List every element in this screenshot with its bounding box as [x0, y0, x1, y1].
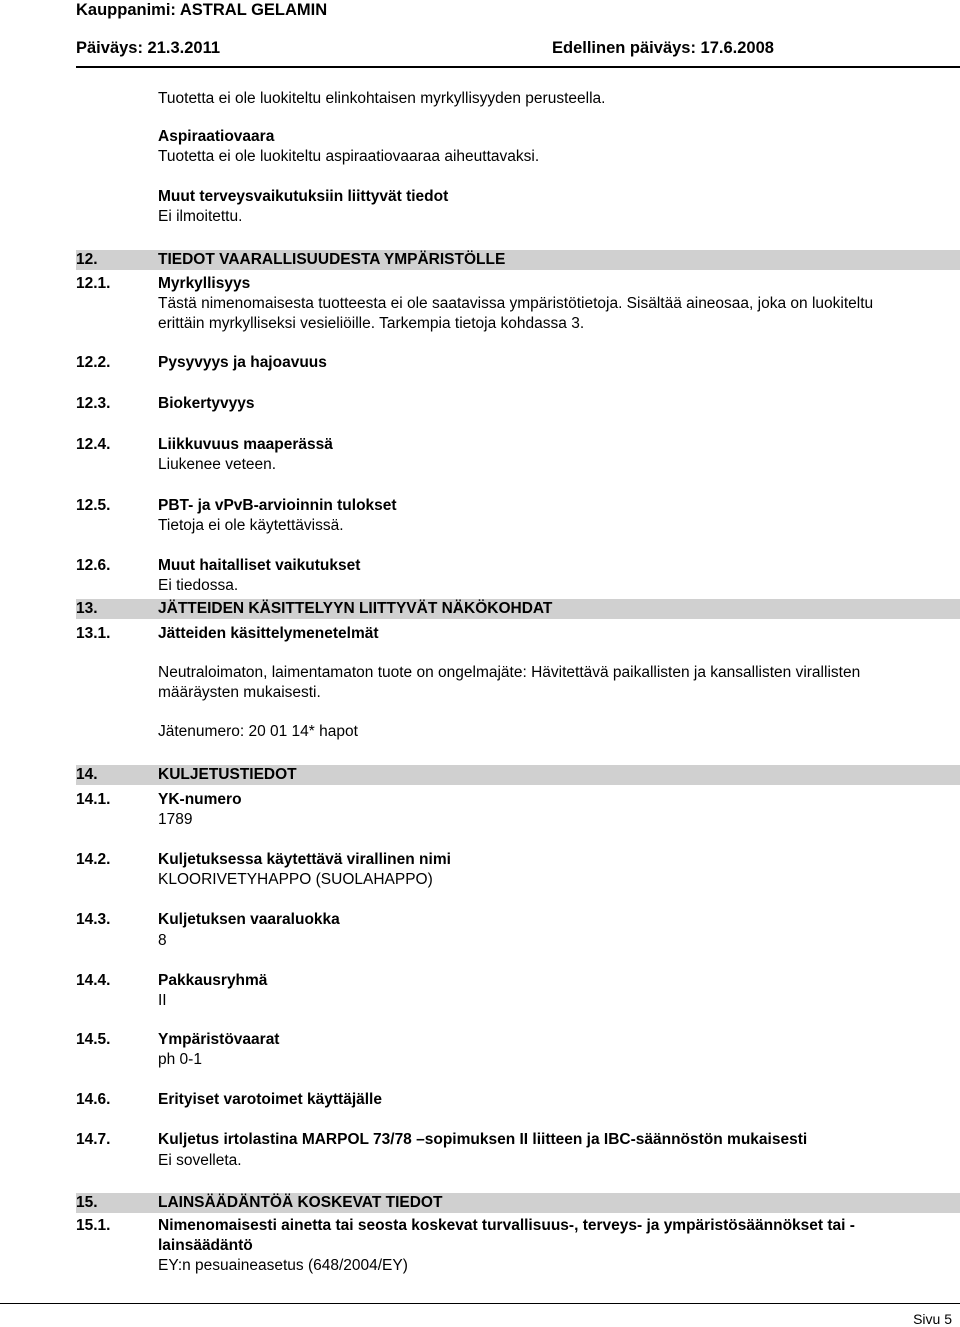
subsection-12-5-title: PBT- ja vPvB-arvioinnin tulokset: [158, 497, 397, 514]
subsection-12-3-number: 12.3.: [76, 395, 111, 412]
regulation-value: EY:n pesuaineasetus (648/2004/EY): [158, 1257, 408, 1274]
subsection-12-4-number: 12.4.: [76, 436, 111, 453]
subsection-12-5-number: 12.5.: [76, 497, 111, 514]
subsection-14-1-title: YK-numero: [158, 791, 242, 808]
subsection-14-2-number: 14.2.: [76, 851, 111, 868]
bulk-transport-value: Ei sovelleta.: [158, 1152, 242, 1169]
section-15-number: 15.: [76, 1194, 98, 1211]
subsection-14-2-title: Kuljetuksessa käytettävä virallinen nimi: [158, 851, 451, 868]
aspiration-text: Tuotetta ei ole luokiteltu aspiraatiovaaraa aiheuttavaksi.: [158, 148, 540, 165]
shipping-name-value: KLOORIVETYHAPPO (SUOLAHAPPO): [158, 871, 433, 888]
subsection-14-5-title: Ympäristövaarat: [158, 1031, 280, 1048]
previous-date: Edellinen päiväys: 17.6.2008: [552, 39, 774, 57]
subsection-13-1-number: 13.1.: [76, 625, 111, 642]
subsection-12-1-number: 12.1.: [76, 275, 111, 292]
subsection-12-1-text-2: erittäin myrkylliseksi vesieliöille. Tarkempia tietoja kohdassa 3.: [158, 315, 585, 332]
section-12-title: TIEDOT VAARALLISUUDESTA YMPÄRISTÖLLE: [158, 251, 506, 268]
subsection-12-5-text: Tietoja ei ole käytettävissä.: [158, 517, 344, 534]
section-12-number: 12.: [76, 251, 98, 268]
subsection-14-3-number: 14.3.: [76, 911, 111, 928]
packing-group-value: II: [158, 992, 167, 1009]
date: Päiväys: 21.3.2011: [76, 39, 221, 57]
section-13-number: 13.: [76, 600, 98, 617]
subsection-14-6-number: 14.6.: [76, 1091, 111, 1108]
toxicity-statement: Tuotetta ei ole luokiteltu elinkohtaisen myrkyllisyyden perusteella.: [158, 90, 606, 107]
aspiration-title: Aspiraatiovaara: [158, 128, 275, 145]
subsection-13-1-title: Jätteiden käsittelymenetelmät: [158, 625, 379, 642]
disposal-text-1: Neutraloimaton, laimentamaton tuote on ongelmajäte: Hävitettävä paikallisten ja kansallisten virallisten: [158, 664, 861, 681]
section-14-title: KULJETUSTIEDOT: [158, 766, 297, 783]
section-15-title: LAINSÄÄDÄNTÖÄ KOSKEVAT TIEDOT: [158, 1194, 443, 1211]
hazard-class-value: 8: [158, 932, 167, 949]
subsection-12-2-title: Pysyvyys ja hajoavuus: [158, 354, 327, 371]
subsection-12-3-title: Biokertyvyys: [158, 395, 255, 412]
un-number-value: 1789: [158, 811, 193, 828]
header-rule: [76, 66, 960, 68]
subsection-14-6-title: Erityiset varotoimet käyttäjälle: [158, 1091, 382, 1108]
waste-code: Jätenumero: 20 01 14* hapot: [158, 723, 358, 740]
subsection-12-6-text: Ei tiedossa.: [158, 577, 239, 594]
environmental-hazard-value: ph 0-1: [158, 1051, 202, 1068]
subsection-12-6-title: Muut haitalliset vaikutukset: [158, 557, 361, 574]
subsection-12-4-text: Liukenee veteen.: [158, 456, 277, 473]
section-13-title: JÄTTEIDEN KÄSITTELYYN LIITTYVÄT NÄKÖKOHDAT: [158, 600, 553, 617]
subsection-12-1-text-1: Tästä nimenomaisesta tuotteesta ei ole saatavissa ympäristötietoja. Sisältää aineosaa, joka on luokiteltu: [158, 295, 874, 312]
subsection-15-1-title-1: Nimenomaisesti ainetta tai seosta koskevat turvallisuus-, terveys- ja ympäristösäännökset tai -: [158, 1217, 855, 1234]
footer-rule: [0, 1303, 960, 1304]
subsection-14-5-number: 14.5.: [76, 1031, 111, 1048]
disposal-text-2: määräysten mukaisesti.: [158, 684, 321, 701]
subsection-12-2-number: 12.2.: [76, 354, 111, 371]
subsection-14-7-title: Kuljetus irtolastina MARPOL 73/78 –sopimuksen II liitteen ja IBC-säännöstön mukaisesti: [158, 1131, 808, 1148]
subsection-12-6-number: 12.6.: [76, 557, 111, 574]
subsection-14-4-number: 14.4.: [76, 972, 111, 989]
subsection-12-4-title: Liikkuvuus maaperässä: [158, 436, 333, 453]
other-effects-title: Muut terveysvaikutuksiin liittyvät tiedot: [158, 188, 449, 205]
page-number: Sivu 5: [913, 1311, 952, 1327]
subsection-14-3-title: Kuljetuksen vaaraluokka: [158, 911, 340, 928]
trade-name: Kauppanimi: ASTRAL GELAMIN: [76, 1, 328, 19]
subsection-14-7-number: 14.7.: [76, 1131, 111, 1148]
subsection-14-4-title: Pakkausryhmä: [158, 972, 268, 989]
subsection-14-1-number: 14.1.: [76, 791, 111, 808]
subsection-15-1-number: 15.1.: [76, 1217, 111, 1234]
other-effects-text: Ei ilmoitettu.: [158, 208, 243, 225]
section-14-number: 14.: [76, 766, 98, 783]
subsection-12-1-title: Myrkyllisyys: [158, 275, 251, 292]
subsection-15-1-title-2: lainsäädäntö: [158, 1237, 253, 1254]
